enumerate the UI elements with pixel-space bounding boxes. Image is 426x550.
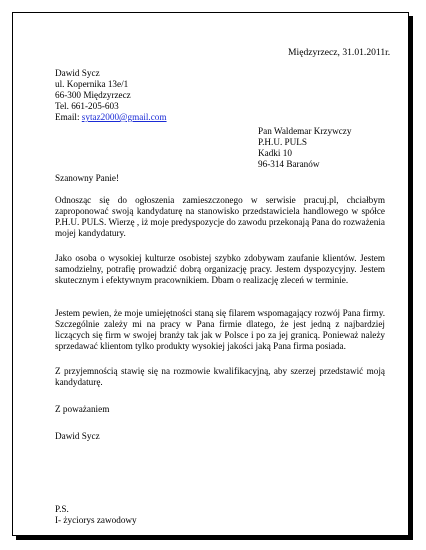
sender-email-line: [55, 112, 167, 123]
signature-name: Dawid Sycz: [55, 431, 100, 441]
body-paragraph: Odnosząc się do ogłoszenia zamieszczonego w serwisie pracuj.pl, chciałbym zaproponować swoją kandydaturę na stanowisko przedstawiciela handlowego w spółce P.H.U. PULS. Wierzę , iż moje predyspozycje do zawodu przekonają Pana do rozważenia mojej kandydatury.: [55, 195, 385, 238]
body-paragraph: Jestem pewien, że moje umiejętności staną się filarem wspomagający rozwój Pana firmy. Szczególnie zależy mi na pracy w Pana firmie dlatego, że jest jedną z najbardziej liczących się firm w swojej branży tak jak w Polsce i po za jej granicą. Ponieważ należy sprzedawać klientom tylko produkty wysokiej jakości jaką Pana firma posiada.: [55, 308, 385, 351]
sender-email-label: Email:: [55, 112, 80, 122]
recipient-company: P.H.U. PULS: [258, 137, 308, 147]
recipient-name: Pan Waldemar Krzywczy: [258, 126, 352, 136]
sender-street: ul. Kopernika 13e/1: [55, 79, 129, 89]
letter-date: Międzyrzecz, 31.01.2011r.: [288, 47, 391, 58]
recipient-city: 96-314 Baranów: [258, 159, 320, 169]
closing-phrase: Z poważaniem: [55, 404, 110, 414]
body-paragraph: Jako osoba o wysokiej kulturze osobistej szybko zdobywam zaufanie klientów. Jestem samodzielny, potrafię prowadzić dobrą organizację pracy. Jestem dyspozycyjny. Jestem skutecznym i efektywnym pracownikiem. Dbam o realizację zleceń w terminie.: [55, 253, 385, 285]
sender-name: Dawid Sycz: [55, 68, 100, 78]
sender-phone: Tel. 661-205-603: [55, 101, 119, 111]
postscript-label: P.S.: [55, 504, 69, 514]
recipient-address-block: [258, 126, 351, 170]
sender-email-link[interactable]: sytaz2000@gmail.com: [81, 112, 167, 122]
body-paragraph: Z przyjemnością stawię się na rozmowie kwalifikacyjną, aby szerzej przedstawić moją kandydaturę.: [55, 366, 385, 387]
salutation: Szanowny Panie!: [55, 173, 120, 183]
sender-address-block: [55, 68, 167, 123]
recipient-street: Kadki 10: [258, 148, 292, 158]
postscript-block: [55, 504, 137, 526]
sender-city: 66-300 Międzyrzecz: [55, 90, 131, 100]
letter-page: [12, 12, 409, 536]
postscript-text: I- życiorys zawodowy: [55, 515, 137, 525]
